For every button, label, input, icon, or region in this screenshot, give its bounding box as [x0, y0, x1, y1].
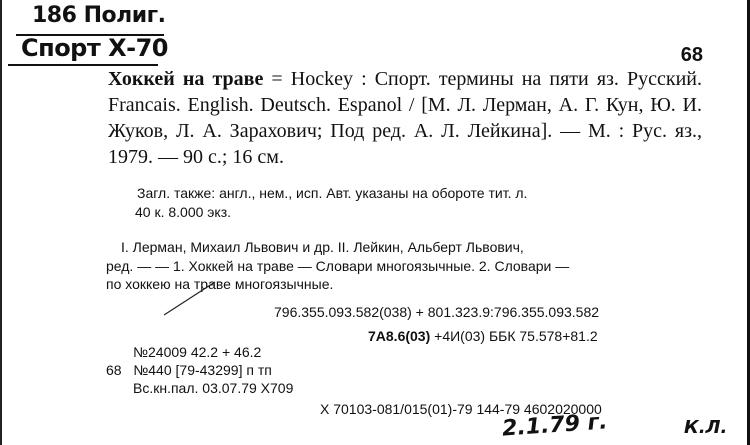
- handwritten-subject-code: Спорт Х-70: [21, 34, 168, 62]
- notes-line: Загл. также: англ., нем., исп. Авт. указаны на обороте тит. л.: [137, 185, 528, 201]
- book-chamber-line: Вс.кн.пал. 03.07.79 Х709: [133, 380, 294, 396]
- handwritten-initials: К.Л.: [684, 417, 728, 438]
- entry-title: Хоккей на траве: [108, 68, 264, 90]
- classification-code: [368, 328, 598, 344]
- entry-body: = Hockey : Спорт. термины на пяти яз. Русский. Francais. English. Deutsch. Espanol / [М. Л. Лерман, А. Г. Кун, Ю. И. Жуков, Л. А. Зарахович; Под ред. А. Л. Лейкина]. — М. : Рус. яз., 1979. — 90 с.; 16 см.: [108, 68, 702, 168]
- card-number: 68: [680, 44, 703, 66]
- classification-rest: +4И(03) ББК 75.578+81.2: [430, 328, 598, 344]
- card-prefix: 68: [106, 362, 122, 378]
- udc-code: 796.355.093.582(038) + 801.323.9:796.355.093.582: [274, 304, 600, 320]
- classification-bold: 7А8.6(03): [368, 328, 431, 344]
- price-line: 40 к. 8.000 экз.: [135, 204, 232, 220]
- order-number: №24009 42.2 + 46.2: [133, 344, 262, 360]
- handwritten-shelf-code: 186 Полиг.: [32, 3, 166, 28]
- tracing-line: ред. — — 1. Хоккей на траве — Словари многоязычные. 2. Словари —: [106, 258, 570, 274]
- publisher-index: Х 70103-081/015(01)-79 144-79 4602020000: [320, 401, 602, 417]
- tracing-line: по хоккею на траве многоязычные.: [106, 276, 334, 292]
- card-prefix-line: [106, 362, 272, 378]
- tracing-line: I. Лерман, Михаил Львович и др. II. Лейкин, Альберт Львович,: [121, 239, 524, 255]
- handwritten-date: 2.1.79 г.: [501, 409, 609, 442]
- card-number-line: №440 [79-43299] п тп: [133, 362, 272, 378]
- pencil-stroke: [2, 0, 750, 445]
